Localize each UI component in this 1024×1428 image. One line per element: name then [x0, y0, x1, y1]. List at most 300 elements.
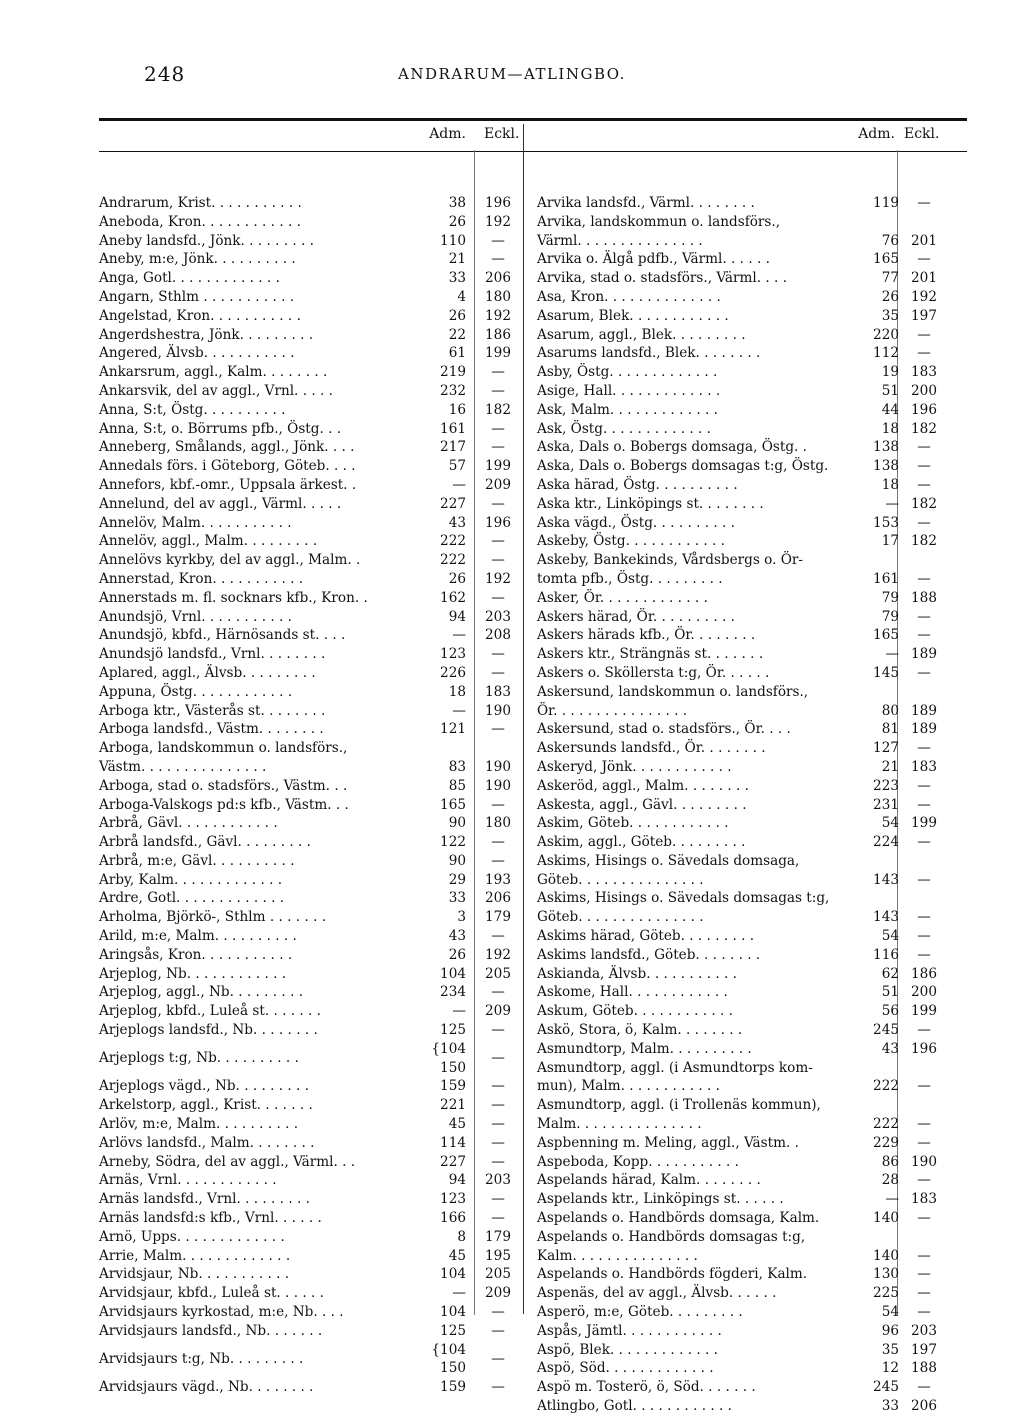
entry-adm-page: 22 — [448, 326, 466, 343]
entry-name: Aneboda, Kron. . . . . . . . . . . . — [99, 213, 301, 230]
entry-adm-page: 112 — [873, 345, 899, 362]
entry-eckl-page: 200 — [911, 984, 937, 1001]
index-entry — [537, 1228, 967, 1266]
entry-eckl-page: — — [917, 570, 931, 587]
entry-name: Aska härad, Östg. . . . . . . . . . — [537, 476, 738, 493]
index-entry — [537, 927, 967, 946]
entry-adm-page: 143 — [873, 909, 899, 926]
left-column-header — [99, 126, 519, 154]
entry-adm-page: 35 — [881, 1341, 899, 1358]
entry-adm-page: 33 — [448, 270, 466, 287]
entry-adm-page: 17 — [881, 533, 899, 550]
index-entry — [99, 702, 519, 721]
entry-eckl-page: — — [491, 1322, 505, 1339]
entry-eckl-page: 192 — [911, 288, 937, 305]
entry-name-continued: Kalm. . . . . . . . . . . . . . . — [537, 1247, 698, 1264]
index-entry — [537, 1021, 967, 1040]
entry-name: Aspelands o. Handbörds domsaga, Kalm. — [537, 1210, 820, 1227]
index-entry — [537, 1397, 967, 1416]
entry-eckl-page: — — [491, 1116, 505, 1133]
entry-adm-page: 43 — [448, 928, 466, 945]
entry-adm-page: 217 — [440, 439, 466, 456]
index-entry — [537, 213, 967, 251]
entry-name: Annelövs kyrkby, del av aggl., Malm. . — [99, 552, 361, 569]
entry-name: Ask, Malm. . . . . . . . . . . . . — [537, 401, 718, 418]
entry-name: Askers ktr., Strängnäs st. . . . . . . — [537, 646, 764, 663]
index-entry — [537, 363, 967, 382]
entry-adm-page: — — [452, 1003, 466, 1020]
entry-name: Angered, Älvsb. . . . . . . . . . . — [99, 345, 295, 362]
entry-name: Anundsjö landsfd., Vrnl. . . . . . . . — [99, 646, 326, 663]
entry-adm-page: 21 — [448, 251, 466, 268]
entry-eckl-page: — — [917, 1247, 931, 1264]
entry-eckl-page: 201 — [911, 232, 937, 249]
index-entry — [99, 1303, 519, 1322]
index-entry — [99, 983, 519, 1002]
entry-adm-page: — — [452, 1285, 466, 1302]
entry-name: Arjeplogs vägd., Nb. . . . . . . . . — [99, 1078, 310, 1095]
entry-adm-page: — — [885, 495, 899, 512]
index-entry — [99, 796, 519, 815]
entry-adm-page: 26 — [448, 570, 466, 587]
index-entry — [99, 664, 519, 683]
entry-adm-page: 116 — [873, 946, 899, 963]
entry-eckl-page: 182 — [485, 401, 511, 418]
entry-name: Asperö, m:e, Göteb. . . . . . . . . — [537, 1304, 743, 1321]
entry-adm-page: 245 — [873, 1022, 899, 1039]
entry-eckl-page: 196 — [485, 195, 511, 211]
index-entry — [537, 739, 967, 758]
index-entry — [537, 288, 967, 307]
entry-name: Arjeplog, kbfd., Luleå st. . . . . . . — [99, 1003, 322, 1020]
entry-adm-page: 222 — [873, 1116, 899, 1133]
entry-eckl-page: 200 — [911, 382, 937, 399]
index-entry — [99, 927, 519, 946]
entry-eckl-page: 183 — [485, 683, 511, 700]
entry-name: Ankarsrum, aggl., Kalm. . . . . . . . — [99, 364, 328, 381]
adm-header: Adm. — [858, 126, 895, 142]
entry-adm-page: 77 — [881, 270, 899, 287]
entry-eckl-page: — — [491, 589, 505, 606]
entry-adm-page: 86 — [881, 1153, 899, 1170]
entry-eckl-page: 183 — [911, 758, 937, 775]
index-entry — [99, 852, 519, 871]
index-entry — [537, 720, 967, 739]
entry-name: Arnäs landsfd:s kfb., Vrnl. . . . . . — [99, 1210, 322, 1227]
index-entry — [99, 871, 519, 890]
entry-eckl-page: — — [917, 458, 931, 475]
entry-eckl-page: 203 — [485, 1172, 511, 1189]
entry-eckl-page: 188 — [911, 589, 937, 606]
entry-eckl-page: 205 — [485, 1266, 511, 1283]
entry-name: Arneby, Södra, del av aggl., Värml. . . — [99, 1153, 356, 1170]
entry-adm-page: 57 — [448, 458, 466, 475]
entry-name: Arbrå, Gävl. . . . . . . . . . . . — [99, 815, 278, 832]
index-entry — [99, 1096, 519, 1115]
entry-eckl-page: 179 — [485, 1228, 511, 1245]
entry-name: Askim, aggl., Göteb. . . . . . . . . — [537, 834, 746, 851]
entry-adm-page: 162 — [440, 589, 466, 606]
entry-eckl-page: — — [491, 721, 505, 738]
entry-adm-page: 61 — [448, 345, 466, 362]
entry-name: Aspbenning m. Meling, aggl., Västm. . — [537, 1134, 799, 1151]
index-entry — [537, 645, 967, 664]
entry-eckl-page: 206 — [911, 1398, 937, 1414]
index-entry — [537, 1378, 967, 1397]
entry-eckl-page: 179 — [485, 909, 511, 926]
entry-eckl-page: 196 — [485, 514, 511, 531]
entry-eckl-page: 201 — [911, 270, 937, 287]
entry-name: Askers härad, Ör. . . . . . . . . . — [537, 608, 735, 625]
entry-eckl-page: — — [491, 1022, 505, 1039]
entry-name-continued: Malm. . . . . . . . . . . . . . . — [537, 1116, 702, 1133]
entry-adm-page: 54 — [881, 815, 899, 832]
entry-adm-page: 227 — [440, 1153, 466, 1170]
adm-header: Adm. — [429, 126, 466, 142]
entry-adm-page: 18 — [881, 420, 899, 437]
entry-name: Askome, Hall. . . . . . . . . . . . — [537, 984, 728, 1001]
index-entry — [537, 946, 967, 965]
entry-eckl-page: 199 — [485, 458, 511, 475]
entry-eckl-page: — — [917, 834, 931, 851]
entry-name: Askers o. Sköllersta t:g, Ör. . . . . . — [537, 664, 770, 681]
index-entry — [537, 1359, 967, 1378]
entry-adm-page: 245 — [873, 1379, 899, 1396]
entry-name-continued: Värml. . . . . . . . . . . . . . . — [537, 232, 703, 249]
index-entry — [99, 457, 519, 476]
entry-eckl-page: 190 — [485, 702, 511, 719]
index-entry — [537, 495, 967, 514]
entry-name: Arvidsjaur, kbfd., Luleå st. . . . . . — [99, 1285, 324, 1302]
entry-name: Askesta, aggl., Gävl. . . . . . . . . — [537, 796, 747, 813]
entry-eckl-page: 188 — [911, 1360, 937, 1377]
entry-name: Arboga, stad o. stadsförs., Västm. . . — [99, 777, 348, 794]
entry-name: Anneberg, Smålands, aggl., Jönk. . . . — [99, 439, 355, 456]
entry-adm-page: 130 — [873, 1266, 899, 1283]
entry-adm-page: 159 — [440, 1379, 466, 1396]
entry-adm-page: 232 — [440, 382, 466, 399]
index-entry — [99, 1190, 519, 1209]
index-entry — [99, 307, 519, 326]
index-entry — [99, 626, 519, 645]
entry-eckl-page: 192 — [485, 946, 511, 963]
entry-eckl-page: — — [917, 439, 931, 456]
entry-eckl-page: — — [491, 984, 505, 1001]
entry-adm-page: 222 — [440, 552, 466, 569]
entry-adm-page: 44 — [881, 401, 899, 418]
entry-name: Aneby, m:e, Jönk. . . . . . . . . . — [99, 251, 296, 268]
entry-eckl-page: — — [917, 777, 931, 794]
index-entry — [99, 1171, 519, 1190]
entry-eckl-page: — — [917, 1172, 931, 1189]
index-entry — [99, 645, 519, 664]
entry-adm-page: 54 — [881, 1304, 899, 1321]
entry-adm-page: 45 — [448, 1116, 466, 1133]
entry-eckl-page: 182 — [911, 495, 937, 512]
index-entry — [537, 551, 967, 589]
entry-adm-page: 221 — [440, 1097, 466, 1114]
entry-eckl-page: 189 — [911, 721, 937, 738]
entry-name: Aspö, Söd. . . . . . . . . . . . . — [537, 1360, 714, 1377]
index-entry — [99, 476, 519, 495]
entry-eckl-page: — — [917, 627, 931, 644]
index-entry — [537, 1002, 967, 1021]
entry-eckl-page: — — [491, 928, 505, 945]
entry-eckl-page: 197 — [911, 1341, 937, 1358]
entry-adm-page: 35 — [881, 307, 899, 324]
entry-eckl-page: 199 — [911, 815, 937, 832]
entry-eckl-page: — — [917, 946, 931, 963]
entry-adm-page: 96 — [881, 1322, 899, 1339]
index-entry — [537, 664, 967, 683]
entry-adm-page: 94 — [448, 1172, 466, 1189]
left-entries — [99, 194, 519, 1397]
index-entry — [99, 1209, 519, 1228]
entry-eckl-page: — — [917, 796, 931, 813]
entry-name: Arboga ktr., Västerås st. . . . . . . . — [99, 702, 326, 719]
entry-adm-page: 90 — [448, 815, 466, 832]
column-divider — [523, 124, 524, 1314]
index-entry — [537, 796, 967, 815]
entry-name: Arild, m:e, Malm. . . . . . . . . . — [99, 928, 297, 945]
entry-eckl-page: — — [917, 251, 931, 268]
index-entry — [537, 457, 967, 476]
entry-name: Appuna, Östg. . . . . . . . . . . . — [99, 683, 293, 700]
entry-eckl-page: — — [917, 1210, 931, 1227]
index-entry — [537, 194, 967, 213]
entry-adm-page: 56 — [881, 1003, 899, 1020]
entry-name: Asmundtorp, aggl. (i Asmundtorps kom- — [537, 1059, 813, 1076]
entry-adm-page: 122 — [440, 834, 466, 851]
entry-eckl-page: 197 — [911, 307, 937, 324]
entry-eckl-page: 183 — [911, 1191, 937, 1208]
index-entry — [537, 326, 967, 345]
index-entry — [537, 250, 967, 269]
entry-name: Askeby, Bankekinds, Vårdsbergs o. Ör- — [537, 552, 803, 569]
entry-adm-page: 43 — [881, 1040, 899, 1057]
entry-eckl-page: 180 — [485, 815, 511, 832]
entry-name: Arlöv, m:e, Malm. . . . . . . . . . — [99, 1116, 299, 1133]
entry-eckl-page: 203 — [911, 1322, 937, 1339]
entry-name: Arbrå, m:e, Gävl. . . . . . . . . . — [99, 852, 295, 869]
entry-eckl-page: — — [917, 345, 931, 362]
entry-name: Arholma, Björkö-, Sthlm . . . . . . . — [99, 909, 327, 926]
entry-name: Arjeplog, aggl., Nb. . . . . . . . . — [99, 984, 304, 1001]
entry-name: Arvidsjaur, Nb. . . . . . . . . . . — [99, 1266, 290, 1283]
entry-name: Annerstad, Kron. . . . . . . . . . . — [99, 570, 304, 587]
entry-name: Anundsjö, Vrnl. . . . . . . . . . . — [99, 608, 292, 625]
entry-adm-page: 45 — [448, 1247, 466, 1264]
entry-eckl-page: — — [917, 1022, 931, 1039]
index-entry — [537, 683, 967, 721]
entry-name: Askims, Hisings o. Sävedals domsagas t:g, — [537, 890, 830, 907]
entry-name: Arjeplogs landsfd., Nb. . . . . . . . — [99, 1022, 318, 1039]
entry-adm-page: 165 — [440, 796, 466, 813]
index-entry — [537, 814, 967, 833]
entry-name: Askersund, landskommun o. landsförs., — [537, 683, 809, 700]
index-entry — [99, 532, 519, 551]
entry-name: Asa, Kron. . . . . . . . . . . . . . — [537, 288, 721, 305]
page-header — [0, 62, 1024, 88]
entry-adm-page: 38 — [448, 195, 466, 211]
entry-adm-page: 231 — [873, 796, 899, 813]
index-entry — [537, 1303, 967, 1322]
entry-eckl-page: — — [917, 664, 931, 681]
index-entry — [99, 833, 519, 852]
index-entry — [537, 889, 967, 927]
entry-name: Arvika, stad o. stadsförs., Värml. . . . — [537, 270, 788, 287]
index-entry — [537, 626, 967, 645]
entry-name-continued: Västm. . . . . . . . . . . . . . . — [99, 758, 267, 775]
index-entry — [99, 814, 519, 833]
index-entry — [537, 532, 967, 551]
entry-adm-page: — — [452, 627, 466, 644]
entry-eckl-page: — — [917, 1116, 931, 1133]
entry-adm-page: 127 — [873, 740, 899, 757]
entry-eckl-page: — — [491, 232, 505, 249]
eckl-header: Eckl. — [484, 126, 520, 142]
entry-eckl-page: 196 — [911, 1040, 937, 1057]
index-entry — [99, 213, 519, 232]
entry-eckl-page: — — [917, 1134, 931, 1151]
index-entry — [537, 382, 967, 401]
entry-name: Asker, Ör. . . . . . . . . . . . . — [537, 589, 708, 606]
entry-name: Askö, Stora, ö, Kalm. . . . . . . . — [537, 1022, 743, 1039]
entry-eckl-page: 192 — [485, 307, 511, 324]
entry-name: Askeröd, aggl., Malm. . . . . . . . — [537, 777, 749, 794]
index-entry — [99, 608, 519, 627]
entry-adm-page: 234 — [440, 984, 466, 1001]
entry-adm-page: 140 — [873, 1247, 899, 1264]
entry-adm-page: 224 — [873, 834, 899, 851]
entry-adm-page: 166 — [440, 1210, 466, 1227]
entry-name: Annerstads m. fl. socknars kfb., Kron. . — [99, 589, 368, 606]
entry-adm-page: 138 — [873, 439, 899, 456]
entry-name: Arvika o. Älgå pdfb., Värml. . . . . . — [537, 251, 770, 268]
index-entry — [537, 1040, 967, 1059]
entry-eckl-page: — — [917, 1285, 931, 1302]
entry-name: Angelstad, Kron. . . . . . . . . . . — [99, 307, 301, 324]
index-entry — [537, 344, 967, 363]
index-entry — [99, 683, 519, 702]
entry-adm-page: 222 — [873, 1078, 899, 1095]
page-number: 248 — [144, 62, 186, 86]
entry-adm-page: 62 — [881, 965, 899, 982]
index-entry — [99, 946, 519, 965]
entry-adm-page: 51 — [881, 382, 899, 399]
index-entry — [99, 908, 519, 927]
entry-adm-page: 143 — [873, 871, 899, 888]
index-entry — [99, 1247, 519, 1266]
entry-eckl-page: 209 — [485, 1003, 511, 1020]
entry-eckl-page: — — [491, 420, 505, 437]
entry-adm-page: 110 — [440, 232, 466, 249]
entry-adm-page: 18 — [881, 476, 899, 493]
entry-name: Aspeboda, Kopp. . . . . . . . . . . — [537, 1153, 739, 1170]
index-entry — [99, 1134, 519, 1153]
eckl-header: Eckl. — [904, 126, 940, 142]
index-entry — [537, 1190, 967, 1209]
entry-eckl-page: — — [491, 1097, 505, 1114]
entry-eckl-page: 199 — [485, 345, 511, 362]
index-entry — [537, 758, 967, 777]
entry-name: Arvika, landskommun o. landsförs., — [537, 213, 781, 230]
index-entry — [537, 438, 967, 457]
entry-name: Aspelands o. Handbörds fögderi, Kalm. — [537, 1266, 808, 1283]
entry-adm-page: 16 — [448, 401, 466, 418]
index-entry — [537, 476, 967, 495]
entry-name: Askeby, Östg. . . . . . . . . . . . — [537, 533, 725, 550]
entry-adm-page: 161 — [440, 420, 466, 437]
index-entry — [99, 1284, 519, 1303]
index-entry — [99, 232, 519, 251]
index-entry — [99, 495, 519, 514]
index-entry — [537, 1171, 967, 1190]
entry-eckl-page: 180 — [485, 288, 511, 305]
entry-adm-page: 153 — [873, 514, 899, 531]
index-entry — [99, 514, 519, 533]
index-entry — [537, 608, 967, 627]
entry-name: Anna, S:t, Östg. . . . . . . . . . — [99, 401, 286, 418]
entry-adm-page: — — [885, 646, 899, 663]
index-entry — [99, 739, 519, 777]
entry-adm-page: 226 — [440, 664, 466, 681]
entry-adm-page: 85 — [448, 777, 466, 794]
entry-eckl-page: 190 — [485, 777, 511, 794]
entry-name: Aspås, Jämtl. . . . . . . . . . . . — [537, 1322, 722, 1339]
entry-name: Askims härad, Göteb. . . . . . . . . — [537, 928, 755, 945]
entry-eckl-page: — — [917, 195, 931, 211]
entry-name: Arlövs landsfd., Malm. . . . . . . . — [99, 1134, 315, 1151]
entry-adm-page: 225 — [873, 1285, 899, 1302]
entry-adm-page: 229 — [873, 1134, 899, 1151]
index-entry — [99, 344, 519, 363]
index-entry — [99, 1002, 519, 1021]
index-entry — [537, 420, 967, 439]
entry-eckl-page: — — [917, 1266, 931, 1283]
entry-adm-page: 79 — [881, 589, 899, 606]
entry-name: Aspö m. Tosterö, ö, Söd. . . . . . . — [537, 1379, 756, 1396]
entry-eckl-page: 182 — [911, 420, 937, 437]
entry-name: Annefors, kbf.-omr., Uppsala ärkest. . — [99, 476, 357, 493]
entry-eckl-page: — — [917, 1078, 931, 1095]
index-entry — [537, 1209, 967, 1228]
entry-name: Arnäs, Vrnl. . . . . . . . . . . . — [99, 1172, 277, 1189]
entry-eckl-page: — — [917, 476, 931, 493]
entry-name: Aspenäs, del av aggl., Älvsb. . . . . . — [537, 1285, 777, 1302]
entry-eckl-page: 209 — [485, 476, 511, 493]
entry-eckl-page: — — [917, 1304, 931, 1321]
entry-name: Asarum, Blek. . . . . . . . . . . . — [537, 307, 729, 324]
entry-name-continued: tomta pfb., Östg. . . . . . . . . — [537, 570, 723, 587]
entry-eckl-page: 199 — [911, 1003, 937, 1020]
entry-adm-page: — — [452, 702, 466, 719]
index-entry — [537, 1265, 967, 1284]
entry-eckl-page: 195 — [485, 1247, 511, 1264]
index-entry — [99, 1115, 519, 1134]
entry-eckl-page: 203 — [485, 608, 511, 625]
entry-adm-page: 220 — [873, 326, 899, 343]
entry-eckl-page: — — [491, 1049, 505, 1066]
index-entry — [537, 589, 967, 608]
entry-adm-page: 21 — [881, 758, 899, 775]
entry-eckl-page: — — [491, 1153, 505, 1170]
entry-name-continued: Göteb. . . . . . . . . . . . . . . — [537, 871, 704, 888]
index-entry — [537, 401, 967, 420]
entry-name: Arboga-Valskogs pd:s kfb., Västm. . . — [99, 796, 349, 813]
index-entry — [537, 1096, 967, 1134]
index-entry — [99, 889, 519, 908]
